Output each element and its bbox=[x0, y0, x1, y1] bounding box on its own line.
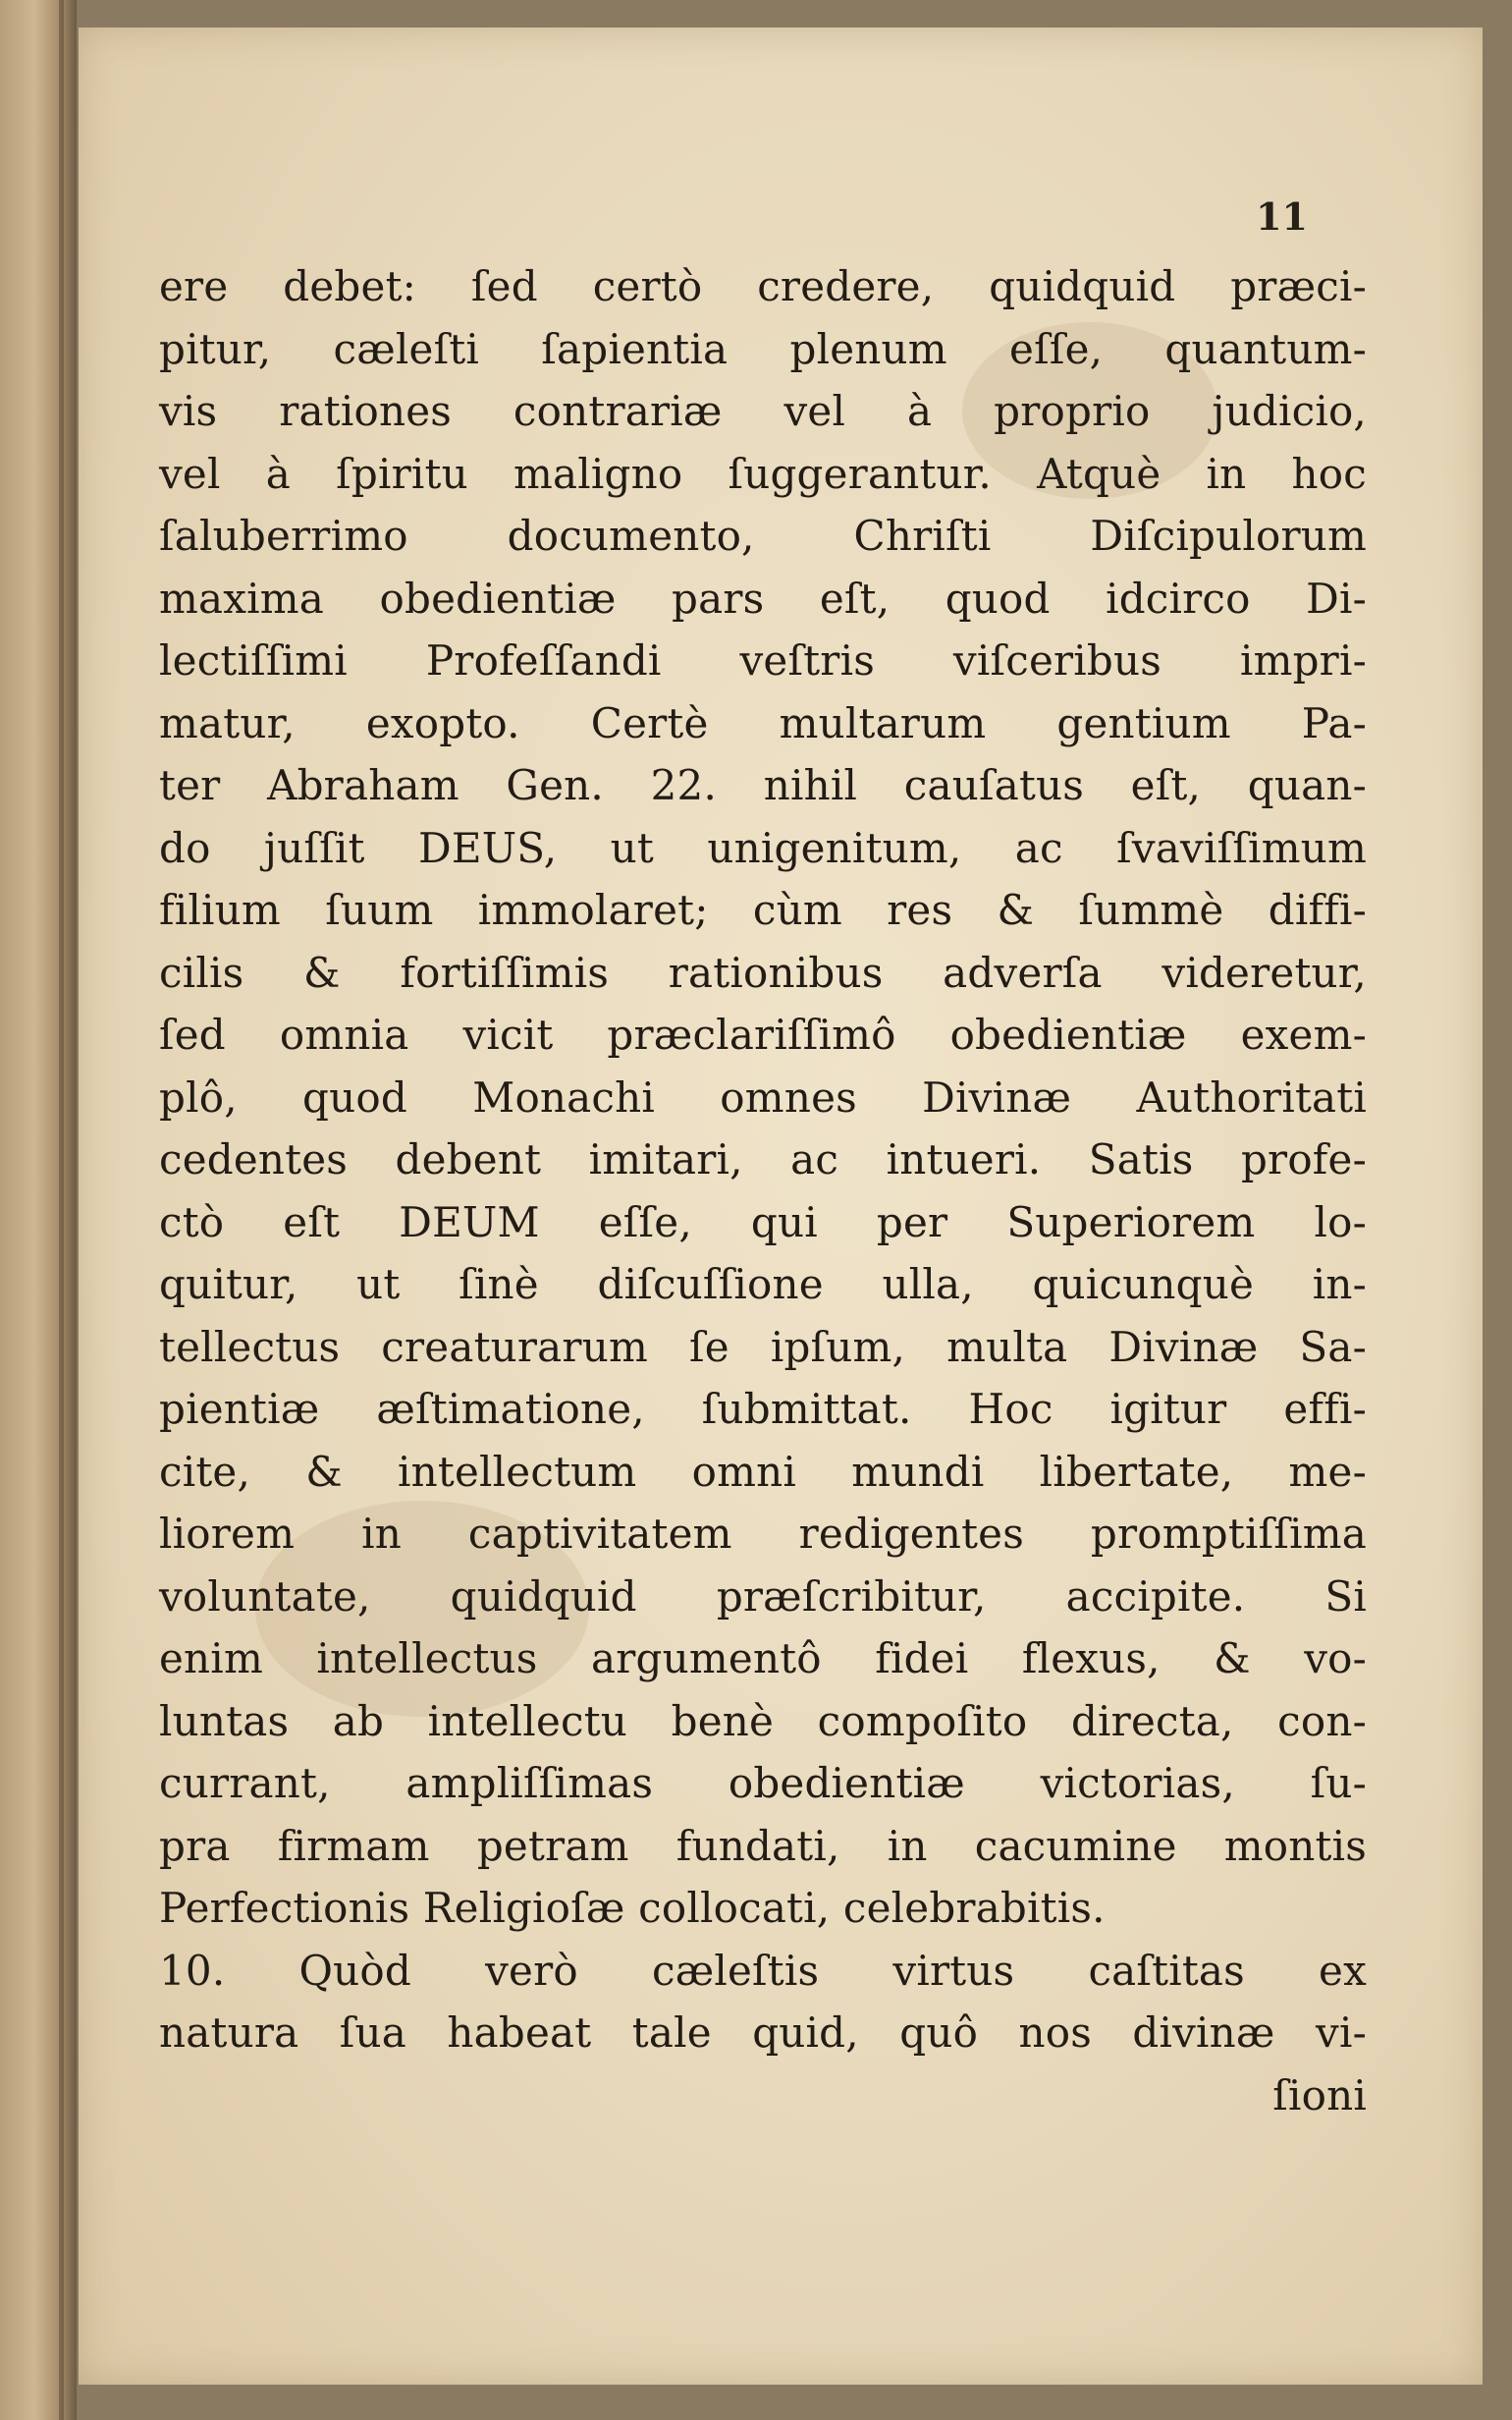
text-line: Perfectionis Religioſæ collocati, celebrabitis. bbox=[159, 1884, 1106, 1932]
text-line: pra firmam petram fundati, in cacumine montis bbox=[159, 1821, 1367, 1870]
body-text bbox=[159, 255, 1367, 2126]
text-line: maxima obedientiæ pars eſt, quod idcirco Di- bbox=[159, 574, 1367, 623]
gutter-shadow bbox=[59, 0, 64, 2420]
text-line: voluntate, quidquid præſcribitur, accipite. Si bbox=[159, 1571, 1367, 1621]
text-line: pientiæ æſtimatione, ſubmittat. Hoc igitur effi- bbox=[159, 1385, 1367, 1433]
text-line: cilis & fortiſſimis rationibus adverſa videretur, bbox=[159, 948, 1367, 997]
text-line: ſed omnia vicit præclariſſimô obedientiæ exem- bbox=[159, 1011, 1367, 1059]
text-line: luntas ab intellectu benè compoſito directa, con- bbox=[159, 1696, 1367, 1745]
text-line: vis rationes contrariæ vel à proprio judicio, bbox=[159, 387, 1367, 435]
text-line: do juſſit DEUS, ut unigenitum, ac ſvaviſſimum bbox=[159, 823, 1367, 872]
book-page bbox=[79, 28, 1483, 2385]
text-line: enim intellectus argumentô fidei flexus, & vo- bbox=[159, 1634, 1367, 1682]
text-line: vel à ſpiritu maligno ſuggerantur. Atquè in hoc bbox=[159, 449, 1367, 498]
text-line: cite, & intellectum omni mundi libertate, me- bbox=[159, 1447, 1367, 1496]
text-line: plô, quod Monachi omnes Divinæ Authoritati bbox=[159, 1072, 1367, 1122]
text-line: currant, ampliſſimas obedientiæ victorias, ſu- bbox=[159, 1759, 1367, 1807]
page-number: 11 bbox=[1256, 194, 1308, 239]
text-line: ctò eſt DEUM eſſe, qui per Superiorem lo- bbox=[159, 1197, 1367, 1246]
facing-page-edge bbox=[0, 0, 77, 2420]
text-line: quitur, ut ſinè diſcuſſione ulla, quicunquè in- bbox=[159, 1260, 1367, 1308]
catchword: ſioni bbox=[1272, 2070, 1367, 2119]
text-line: tellectus creaturarum ſe ipſum, multa Divinæ Sa- bbox=[159, 1322, 1367, 1371]
text-line: natura ſua habeat tale quid, quô nos divinæ vi- bbox=[159, 2008, 1367, 2057]
text-line: cedentes debent imitari, ac intueri. Satis profe- bbox=[159, 1135, 1367, 1183]
text-line: liorem in captivitatem redigentes promptiſſima bbox=[159, 1510, 1367, 1558]
text-line: matur, exopto. Certè multarum gentium Pa- bbox=[159, 698, 1367, 747]
text-line: ſaluberrimo documento, Chriſti Diſcipulorum bbox=[159, 512, 1367, 560]
text-line: ter Abraham Gen. 22. nihil cauſatus eſt, quan- bbox=[159, 761, 1367, 809]
text-line: 10. Quòd verò cæleſtis virtus caſtitas ex bbox=[159, 1946, 1367, 1995]
text-line: ere debet: ſed certò credere, quidquid præci- bbox=[159, 262, 1367, 310]
text-line: lectiſſimi Profeſſandi veſtris viſceribus impri- bbox=[159, 636, 1367, 685]
text-line: filium ſuum immolaret; cùm res & ſummè diffi- bbox=[159, 886, 1367, 934]
text-line: pitur, cæleſti ſapientia plenum eſſe, quantum- bbox=[159, 324, 1367, 373]
